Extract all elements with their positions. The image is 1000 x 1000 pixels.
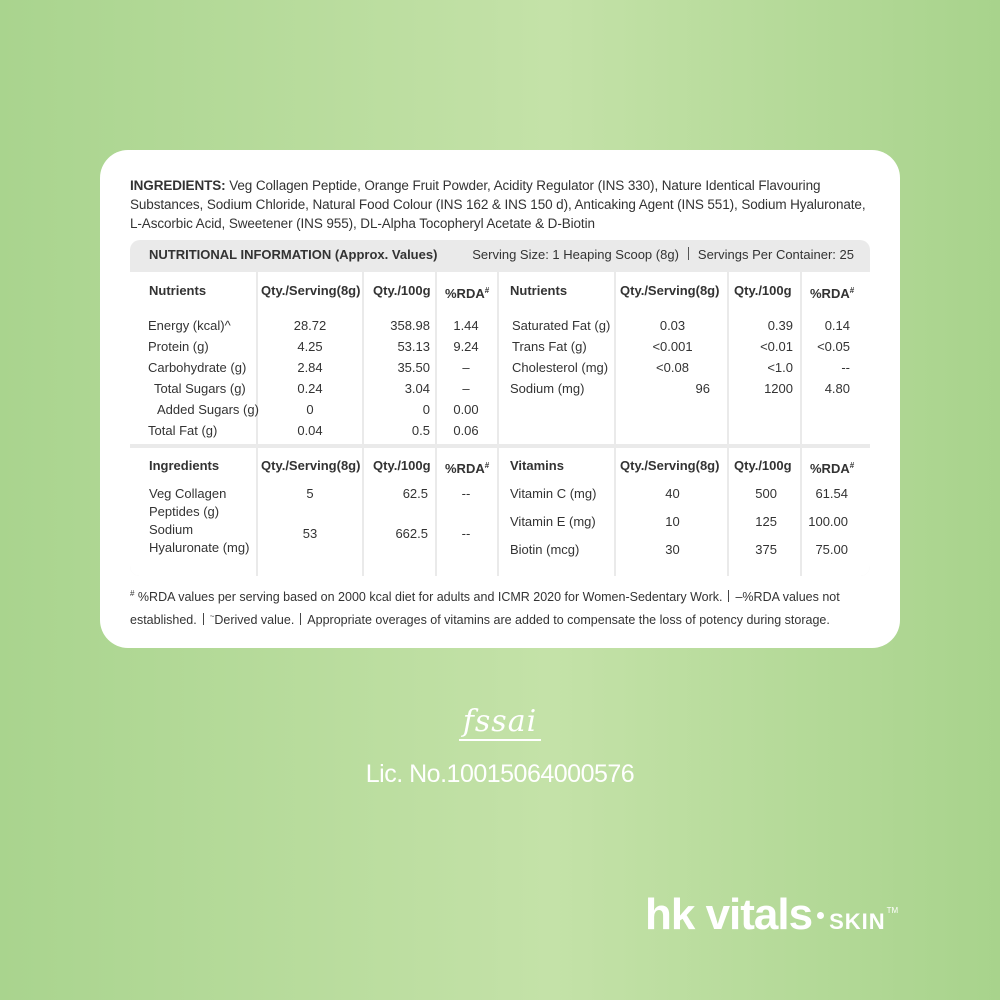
column-header: %RDA# (810, 286, 855, 301)
divider (256, 272, 258, 444)
ingredient-name: Veg Collagen (149, 486, 227, 501)
nutrient-name: Sodium (mg) (510, 381, 585, 396)
nutrient-per100: 53.13 (397, 339, 430, 354)
divider (362, 448, 364, 576)
nutrient-rda: 9.24 (453, 339, 479, 354)
nutrient-serving: 28.72 (293, 318, 327, 333)
nutrient-serving: 0 (306, 402, 314, 417)
nutrient-rda: – (462, 360, 470, 375)
ingredients-vitamins-section (130, 448, 870, 576)
nutrient-serving: <0.08 (656, 360, 689, 375)
column-header: Nutrients (149, 283, 207, 298)
nutrient-per100: <0.01 (760, 339, 793, 354)
nutrient-rda: 4.80 (824, 381, 850, 396)
ingredient-name: Sodium (149, 522, 194, 537)
nutrient-per100: 0.39 (767, 318, 793, 333)
column-header: Qty./100g (373, 458, 431, 473)
column-header: Qty./Serving(8g) (620, 283, 720, 298)
vitamin-rda: 100.00 (808, 514, 848, 529)
vitamin-rda: 75.00 (815, 542, 848, 557)
nutrient-name: Total Fat (g) (148, 423, 218, 438)
divider (435, 448, 437, 576)
vitamin-name: Vitamin E (mg) (510, 514, 596, 529)
nutrient-rda: 0.14 (824, 318, 850, 333)
column-header: Nutrients (510, 283, 568, 298)
footnote-text: –%RDA values not (735, 590, 840, 604)
fssai-logo-block (0, 705, 1000, 741)
vitamin-serving: 40 (665, 486, 680, 501)
nutrient-serving: 96 (695, 381, 710, 396)
divider (614, 272, 616, 444)
nutrient-name: Trans Fat (g) (512, 339, 587, 354)
nutrient-rda: <0.05 (817, 339, 850, 354)
vitamin-name: Biotin (mcg) (510, 542, 580, 557)
nutrient-name: Carbohydrate (g) (148, 360, 247, 375)
column-header: %RDA# (445, 286, 490, 301)
footnote-text: established. (130, 613, 197, 627)
nutrient-per100: 3.04 (404, 381, 430, 396)
nutrient-per100: 358.98 (390, 318, 430, 333)
vitamin-per100: 375 (755, 542, 777, 557)
nutrient-serving: 0.03 (659, 318, 686, 333)
panel-header (130, 240, 870, 270)
ingredient-serving: 53 (302, 526, 318, 541)
ingredients-line-3: L-Ascorbic Acid, Sweetener (INS 955), DL-Alpha Tocopheryl Acetate & D-Biotin (130, 216, 595, 231)
footnote-mark: ~ (209, 612, 215, 621)
brand-dot-icon (817, 912, 824, 919)
footnote (130, 584, 870, 630)
nutrient-name: Added Sugars (g) (157, 402, 259, 417)
servings-per-container: Servings Per Container: 25 (697, 247, 854, 262)
nutrient-name: Protein (g) (148, 339, 209, 354)
nutrition-panel (130, 240, 870, 576)
nutrient-serving: 4.25 (297, 339, 323, 354)
column-header: Ingredients (149, 458, 220, 473)
column-header: Qty./100g (734, 283, 792, 298)
nutrient-per100: <1.0 (767, 360, 793, 375)
column-header: Vitamins (510, 458, 564, 473)
nutrient-name: Energy (kcal)^ (148, 318, 231, 333)
nutrition-label-card (100, 150, 900, 648)
brand-logo (645, 890, 898, 940)
ingredients-line-1: Veg Collagen Peptide, Orange Fruit Powder, Acidity Regulator (INS 330), Nature Identical Flavouring (225, 178, 821, 193)
vitamin-name: Vitamin C (mg) (510, 486, 597, 501)
ingredient-name: Hyaluronate (mg) (149, 540, 250, 555)
fssai-logo: fssai (459, 705, 541, 741)
nutrient-rda: – (462, 381, 470, 396)
trademark-mark: TM (886, 906, 899, 915)
divider (203, 613, 204, 625)
ingredient-rda: -- (461, 526, 471, 541)
footnote-text: %RDA values per serving based on 2000 kcal diet for adults and ICMR 2020 for Women-Sedentary Work. (134, 590, 723, 604)
nutrient-rda: 1.44 (453, 318, 479, 333)
divider (497, 448, 499, 576)
nutrient-serving: <0.001 (652, 339, 693, 354)
ingredient-per100: 662.5 (395, 526, 428, 541)
ingredient-per100: 62.5 (402, 486, 428, 501)
column-header: Qty./Serving(8g) (620, 458, 720, 473)
nutrient-serving: 2.84 (297, 360, 323, 375)
divider (362, 272, 364, 444)
column-header: Qty./Serving(8g) (261, 458, 361, 473)
ingredient-serving: 5 (306, 486, 314, 501)
column-header: Qty./100g (373, 283, 431, 298)
nutrient-serving: 0.04 (297, 423, 323, 438)
nutrient-per100: 1200 (764, 381, 793, 396)
brand-name: hk vitals (645, 890, 813, 939)
footnote-text: Appropriate overages of vitamins are added to compensate the loss of potency during storage. (307, 613, 830, 627)
ingredients-text (130, 176, 870, 233)
brand-sub: SKIN (829, 909, 886, 934)
vitamin-rda: 61.54 (815, 486, 848, 501)
vitamin-serving: 30 (665, 542, 680, 557)
divider (800, 272, 802, 444)
nutrients-section (130, 272, 870, 444)
divider (728, 590, 729, 602)
nutrient-serving: 0.24 (297, 381, 323, 396)
license-number: Lic. No.10015064000576 (365, 760, 635, 788)
nutrient-name: Saturated Fat (g) (512, 318, 611, 333)
ingredients-line-2: Substances, Sodium Chloride, Natural Food Colour (INS 162 & INS 150 d), Anticaking Agent (INS 551), Sodium Hyaluronate, (130, 197, 866, 212)
nutrient-per100: 0.5 (411, 423, 430, 438)
nutrient-name: Total Sugars (g) (154, 381, 246, 396)
column-header: Qty./100g (734, 458, 792, 473)
divider (688, 247, 689, 260)
divider (614, 448, 616, 576)
nutrient-rda: 0.00 (453, 402, 479, 417)
nutrient-per100: 35.50 (397, 360, 430, 375)
serving-size: Serving Size: 1 Heaping Scoop (8g) (472, 247, 679, 262)
divider (497, 272, 499, 444)
divider (435, 272, 437, 444)
divider (300, 613, 301, 625)
panel-title: NUTRITIONAL INFORMATION (Approx. Values) (149, 247, 438, 262)
nutrient-name: Cholesterol (mg) (512, 360, 609, 375)
column-header: %RDA# (810, 461, 855, 476)
footnote-text: Derived value. (214, 613, 295, 627)
footnote-mark: # (130, 589, 135, 598)
vitamin-serving: 10 (665, 514, 680, 529)
ingredient-name: Peptides (g) (149, 504, 220, 519)
divider (256, 448, 258, 576)
vitamin-per100: 500 (755, 486, 777, 501)
nutrient-rda: -- (841, 360, 850, 375)
nutrient-rda: 0.06 (453, 423, 479, 438)
column-header: %RDA# (445, 461, 490, 476)
serving-info (472, 247, 854, 262)
column-header: Qty./Serving(8g) (261, 283, 361, 298)
nutrient-per100: 0 (422, 402, 430, 417)
ingredients-label: INGREDIENTS: (130, 178, 226, 193)
divider (727, 272, 729, 444)
vitamin-per100: 125 (755, 514, 777, 529)
ingredient-rda: -- (461, 486, 471, 501)
